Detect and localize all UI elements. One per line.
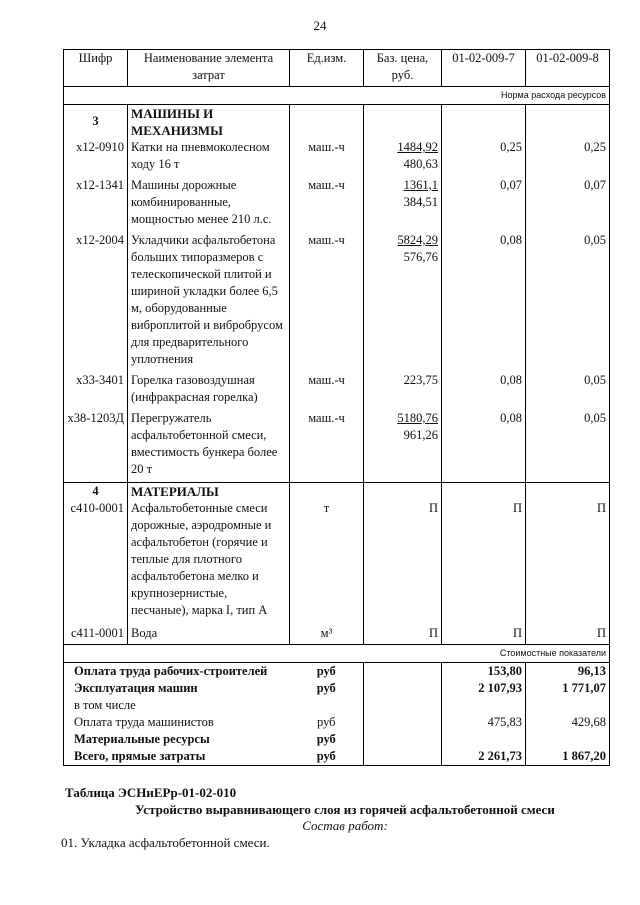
norm-value-col1: П: [442, 500, 526, 625]
section4-number: 4: [64, 483, 128, 501]
base-price: 5180,76: [397, 411, 438, 425]
caption-item: 01. Укладка асфальтобетонной смеси.: [61, 835, 270, 850]
summary-label: Всего, прямые затраты: [64, 748, 290, 766]
machine-row: [64, 232, 610, 372]
operator-wage: 384,51: [403, 195, 438, 209]
summary-empty: [364, 748, 442, 766]
operator-wage: 576,76: [403, 250, 438, 264]
resource-price: П: [364, 500, 442, 625]
header-name: Наименование элемента затрат: [128, 50, 290, 87]
summary-unit: руб: [290, 731, 364, 748]
resource-name: Катки на пневмоколесном ходу 16 т: [128, 139, 290, 177]
summary-row: [64, 714, 610, 731]
summary-label: Материальные ресурсы: [64, 731, 290, 748]
summary-row: [64, 663, 610, 681]
section3-row: [64, 105, 610, 140]
summary-label: Оплата труда рабочих-строителей: [64, 663, 290, 681]
summary-value-col1: [442, 697, 526, 714]
machine-row: [64, 139, 610, 177]
summary-empty: [364, 663, 442, 681]
section4-title: МАТЕРИАЛЫ: [128, 483, 290, 501]
resource-price: [364, 372, 442, 410]
summary-value-col1: 2 107,93: [442, 680, 526, 697]
caption-subtitle: Состав работ:: [302, 818, 388, 833]
summary-label: Эксплуатация машин: [64, 680, 290, 697]
cost-label-row: [64, 645, 610, 663]
resource-code: х12-2004: [64, 232, 128, 372]
resource-price: П: [364, 625, 442, 645]
base-price: 1484,92: [397, 140, 438, 154]
resource-code: х38-1203Д: [64, 410, 128, 483]
resource-unit: маш.-ч: [290, 372, 364, 410]
summary-value-col2: [526, 697, 610, 714]
table-caption: [61, 785, 625, 851]
resource-code: с411-0001: [64, 625, 128, 645]
summary-value-col2: 429,68: [526, 714, 610, 731]
header-price: Баз. цена, руб.: [364, 50, 442, 87]
resource-code: с410-0001: [64, 500, 128, 625]
summary-unit: руб: [290, 680, 364, 697]
summary-value-col2: [526, 731, 610, 748]
summary-value-col1: [442, 731, 526, 748]
base-price: 223,75: [403, 373, 438, 387]
norm-value-col2: П: [526, 500, 610, 625]
material-row: [64, 500, 610, 625]
norm-value-col2: 0,25: [526, 139, 610, 177]
table-header-row: [64, 50, 610, 87]
resource-price: [364, 410, 442, 483]
resource-name: Асфальтобетонные смеси дорожные, аэродромные и асфальтобетон (горячие и теплые для плотного асфальтобетона мелко и крупнозернистые, песчаные), марка I, тип А: [128, 500, 290, 625]
resource-name: Горелка газовоздушная (инфракрасная горелка): [128, 372, 290, 410]
resource-code: х12-0910: [64, 139, 128, 177]
summary-label: Оплата труда машинистов: [64, 714, 290, 731]
norm-label: Норма расхода ресурсов: [64, 87, 610, 105]
resource-price: [364, 139, 442, 177]
summary-label: в том числе: [64, 697, 290, 714]
summary-empty: [364, 731, 442, 748]
resource-name: Вода: [128, 625, 290, 645]
norm-row: [64, 87, 610, 105]
resource-name: Перегружатель асфальтобетонной смеси, вместимость бункера более 20 т: [128, 410, 290, 483]
material-row: [64, 625, 610, 645]
norm-value-col1: 0,07: [442, 177, 526, 232]
machine-row: [64, 410, 610, 483]
base-price: 1361,1: [403, 178, 438, 192]
summary-value-col1: 153,80: [442, 663, 526, 681]
summary-value-col1: 2 261,73: [442, 748, 526, 766]
section4-row: [64, 483, 610, 501]
header-col2: 01-02-009-8: [526, 50, 610, 87]
summary-unit: руб: [290, 663, 364, 681]
summary-row: [64, 748, 610, 766]
machine-row: [64, 177, 610, 232]
norm-value-col2: 0,05: [526, 372, 610, 410]
resource-unit: маш.-ч: [290, 410, 364, 483]
resource-unit: м³: [290, 625, 364, 645]
norm-value-col2: П: [526, 625, 610, 645]
resource-price: [364, 177, 442, 232]
summary-row: [64, 680, 610, 697]
summary-value-col2: 1 867,20: [526, 748, 610, 766]
summary-empty: [364, 714, 442, 731]
norm-value-col2: 0,07: [526, 177, 610, 232]
caption-title: Устройство выравнивающего слоя из горячей асфальтобетонной смеси: [135, 802, 555, 817]
section3-title: МАШИНЫ И МЕХАНИЗМЫ: [128, 105, 290, 140]
base-price: 5824,29: [397, 233, 438, 247]
norm-value-col1: 0,08: [442, 372, 526, 410]
summary-row: [64, 697, 610, 714]
norm-value-col1: 0,08: [442, 410, 526, 483]
summary-value-col1: 475,83: [442, 714, 526, 731]
summary-row: [64, 731, 610, 748]
norm-value-col1: 0,25: [442, 139, 526, 177]
norm-value-col2: 0,05: [526, 410, 610, 483]
summary-empty: [364, 697, 442, 714]
header-code: Шифр: [64, 50, 128, 87]
operator-wage: 480,63: [403, 157, 438, 171]
cost-label: Стоимостные показатели: [64, 645, 610, 663]
machine-row: [64, 372, 610, 410]
caption-table-id: Таблица ЭСНиЕРр-01-02-010: [65, 785, 237, 800]
resource-unit: маш.-ч: [290, 177, 364, 232]
resource-code: х12-1341: [64, 177, 128, 232]
resource-unit: маш.-ч: [290, 139, 364, 177]
norm-value-col1: 0,08: [442, 232, 526, 372]
header-unit: Ед.изм.: [290, 50, 364, 87]
summary-unit: руб: [290, 748, 364, 766]
resource-table: [63, 49, 610, 766]
norm-value-col2: 0,05: [526, 232, 610, 372]
section3-number: 3: [64, 105, 128, 140]
norm-value-col1: П: [442, 625, 526, 645]
summary-unit: руб: [290, 714, 364, 731]
resource-unit: маш.-ч: [290, 232, 364, 372]
resource-code: х33-3401: [64, 372, 128, 410]
summary-value-col2: 1 771,07: [526, 680, 610, 697]
summary-value-col2: 96,13: [526, 663, 610, 681]
resource-price: [364, 232, 442, 372]
summary-empty: [364, 680, 442, 697]
resource-name: Машины дорожные комбинированные, мощностью менее 210 л.с.: [128, 177, 290, 232]
resource-unit: т: [290, 500, 364, 625]
operator-wage: 961,26: [403, 428, 438, 442]
header-col1: 01-02-009-7: [442, 50, 526, 87]
page-number: 24: [313, 18, 327, 33]
resource-name: Укладчики асфальтобетона больших типоразмеров с телескопической плитой и шириной укладки более 6,5 м, оборудованные виброплитой и вибробрусом для предварительного уплотнения: [128, 232, 290, 372]
summary-unit: [290, 697, 364, 714]
